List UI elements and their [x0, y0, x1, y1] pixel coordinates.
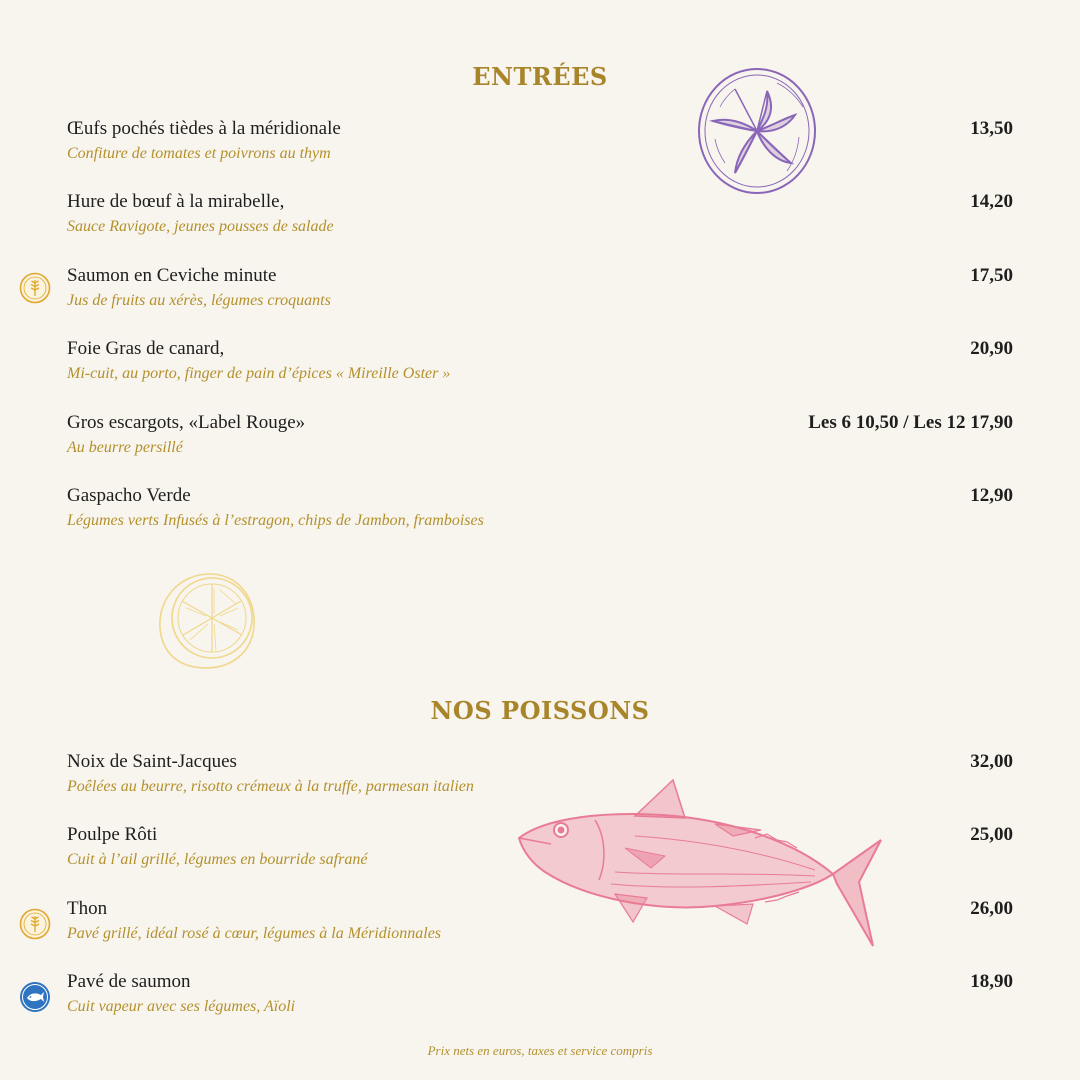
menu-item [67, 898, 1013, 950]
menu-item [67, 191, 1013, 243]
item-description: Cuit à l’ail grillé, légumes en bourride safrané [67, 851, 368, 868]
footer-note: Prix nets en euros, taxes et service compris [427, 1043, 653, 1058]
item-description: Cuit vapeur avec ses légumes, Aïoli [67, 998, 296, 1015]
item-name: Noix de Saint-Jacques [67, 751, 237, 772]
item-name: Hure de bœuf à la mirabelle, [67, 191, 285, 212]
item-description: Au beurre persillé [67, 439, 183, 456]
item-name: Gros escargots, «Label Rouge» [67, 412, 306, 433]
item-price: Les 6 10,50 / Les 12 17,90 [808, 412, 1013, 433]
menu-item [67, 751, 1013, 803]
item-description: Jus de fruits au xérès, légumes croquants [67, 292, 331, 309]
menu-item [67, 824, 1013, 876]
sustainable-fish-label-icon [19, 981, 51, 1013]
item-name: Pavé de saumon [67, 971, 191, 992]
menu-item [67, 412, 1013, 464]
section-title-entrees: ENTRÉES [472, 62, 608, 91]
item-price: 17,50 [970, 265, 1013, 286]
item-name: Œufs pochés tièdes à la méridionale [67, 118, 341, 139]
item-description: Sauce Ravigote, jeunes pousses de salade [67, 218, 334, 235]
item-description: Poêlées au beurre, risotto crémeux à la truffe, parmesan italien [67, 778, 474, 795]
wheat-label-icon [19, 272, 51, 304]
menu-item [67, 485, 1013, 537]
item-price: 13,50 [970, 118, 1013, 139]
wheat-label-icon [19, 908, 51, 940]
item-description: Pavé grillé, idéal rosé à cœur, légumes à la Méridionnales [67, 925, 442, 942]
section-title-poissons: NOS POISSONS [430, 696, 650, 725]
item-price: 26,00 [970, 898, 1013, 919]
item-name: Gaspacho Verde [67, 485, 191, 506]
item-price: 20,90 [970, 338, 1013, 359]
item-name: Saumon en Ceviche minute [67, 265, 277, 286]
item-price: 18,90 [970, 971, 1013, 992]
menu-item [67, 338, 1013, 390]
item-name: Foie Gras de canard, [67, 338, 225, 359]
item-price: 12,90 [970, 485, 1013, 506]
item-name: Poulpe Rôti [67, 824, 158, 845]
menu-item [67, 971, 1013, 1023]
item-price: 25,00 [970, 824, 1013, 845]
item-price: 14,20 [970, 191, 1013, 212]
item-price: 32,00 [970, 751, 1013, 772]
lemon-half-illustration [150, 568, 260, 672]
menu-item [67, 118, 1013, 170]
item-name: Thon [67, 898, 108, 919]
item-description: Légumes verts Infusés à l’estragon, chips de Jambon, framboises [67, 512, 484, 529]
item-description: Mi-cuit, au porto, finger de pain d’épices « Mireille Oster » [67, 365, 451, 382]
menu-item [67, 265, 1013, 317]
item-description: Confiture de tomates et poivrons au thym [67, 145, 331, 162]
